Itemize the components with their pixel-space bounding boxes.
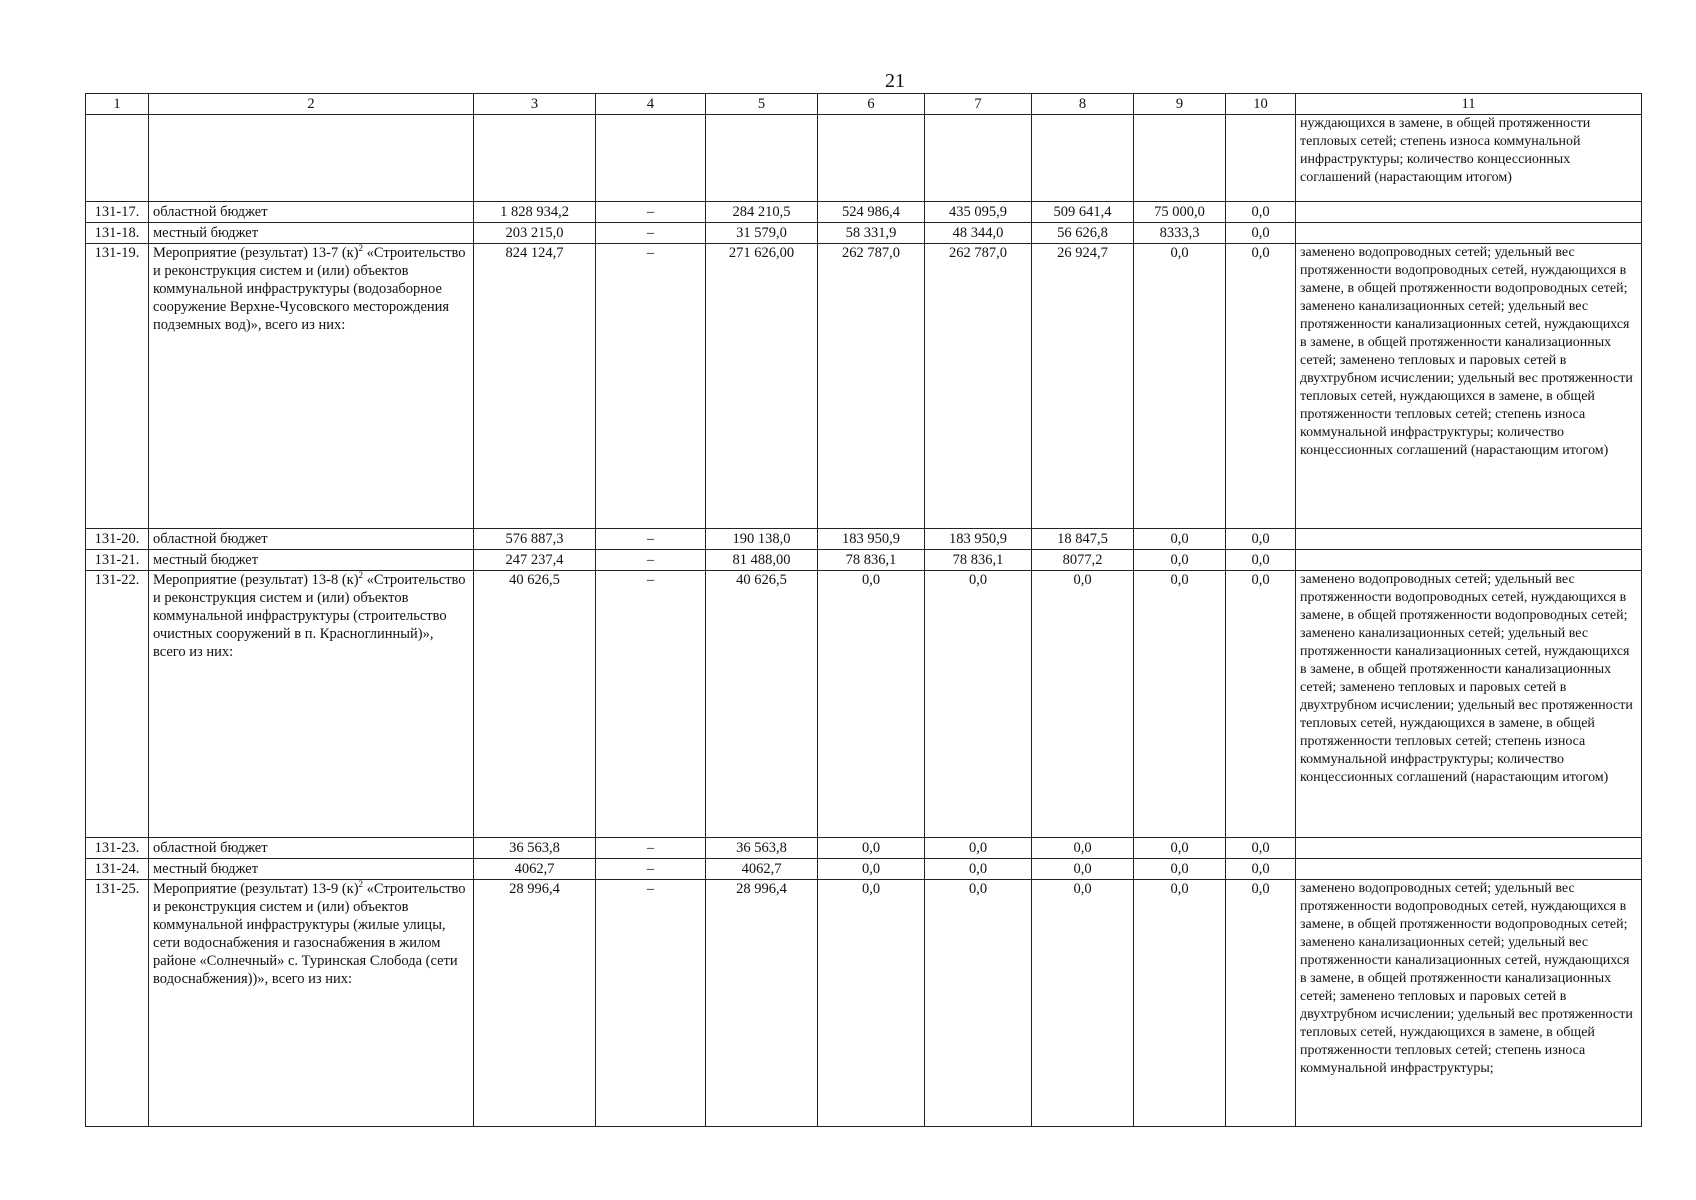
row-name bbox=[149, 571, 474, 838]
cell-value: 56 626,8 bbox=[1032, 223, 1134, 244]
table-row bbox=[86, 571, 1642, 838]
cell-value: 183 950,9 bbox=[925, 529, 1032, 550]
cell-value: 0,0 bbox=[818, 880, 925, 1127]
indicator-note bbox=[1296, 859, 1642, 880]
row-id: 131-23. bbox=[86, 838, 149, 859]
cell-value: 0,0 bbox=[1226, 550, 1296, 571]
cell-value: 0,0 bbox=[1134, 550, 1226, 571]
indicator-note bbox=[1296, 838, 1642, 859]
cell-value: 509 641,4 bbox=[1032, 202, 1134, 223]
cell-value: 8077,2 bbox=[1032, 550, 1134, 571]
cell-value: 0,0 bbox=[818, 859, 925, 880]
row-id: 131-25. bbox=[86, 880, 149, 1127]
cell-value: 203 215,0 bbox=[474, 223, 596, 244]
header-row bbox=[86, 94, 1642, 115]
activity-title: Мероприятие (результат) 13-9 (к) bbox=[153, 881, 359, 897]
cell-value: 0,0 bbox=[925, 571, 1032, 838]
cell-value: – bbox=[596, 244, 706, 529]
activity-description: «Строительство и реконструкция систем и (или) объектов коммунальной инфраструктуры (жилые улицы, сети водоснабжения и газоснабжения в жилом районе «Солнечный» с. Туринская Слобода (сети водоснабжения))», всего из них: bbox=[153, 881, 466, 987]
cell-value: 0,0 bbox=[818, 571, 925, 838]
cell-value: 31 579,0 bbox=[706, 223, 818, 244]
col-header: 3 bbox=[474, 94, 596, 115]
cell-value: 0,0 bbox=[1134, 859, 1226, 880]
indicator-note bbox=[1296, 550, 1642, 571]
col-header: 4 bbox=[596, 94, 706, 115]
cell-value: 26 924,7 bbox=[1032, 244, 1134, 529]
cell-value: 262 787,0 bbox=[925, 244, 1032, 529]
cell-value: 18 847,5 bbox=[1032, 529, 1134, 550]
table-row bbox=[86, 880, 1642, 1127]
cell-value: 824 124,7 bbox=[474, 244, 596, 529]
cell-value: – bbox=[596, 202, 706, 223]
table-row bbox=[86, 529, 1642, 550]
cell-value: 48 344,0 bbox=[925, 223, 1032, 244]
col-header: 1 bbox=[86, 94, 149, 115]
cell-value: 78 836,1 bbox=[925, 550, 1032, 571]
cell-value: 0,0 bbox=[1134, 571, 1226, 838]
cell-value: 247 237,4 bbox=[474, 550, 596, 571]
indicator-note bbox=[1296, 223, 1642, 244]
col-header: 5 bbox=[706, 94, 818, 115]
cell-value: 0,0 bbox=[1226, 529, 1296, 550]
cell-value: 524 986,4 bbox=[818, 202, 925, 223]
cell-value: 1 828 934,2 bbox=[474, 202, 596, 223]
cell-value: – bbox=[596, 571, 706, 838]
cell-value: 40 626,5 bbox=[474, 571, 596, 838]
row-id: 131-17. bbox=[86, 202, 149, 223]
footnote-mark: 2 bbox=[358, 243, 364, 254]
cell-value: 81 488,00 bbox=[706, 550, 818, 571]
row-name: областной бюджет bbox=[149, 202, 474, 223]
cell-value: 0,0 bbox=[1134, 880, 1226, 1127]
cell-value: 0,0 bbox=[925, 880, 1032, 1127]
col-header: 6 bbox=[818, 94, 925, 115]
cell-value: 0,0 bbox=[1226, 202, 1296, 223]
table-row bbox=[86, 550, 1642, 571]
row-name bbox=[149, 880, 474, 1127]
cell-value: 28 996,4 bbox=[474, 880, 596, 1127]
indicator-note bbox=[1296, 529, 1642, 550]
cell-value: 0,0 bbox=[1032, 859, 1134, 880]
row-id: 131-24. bbox=[86, 859, 149, 880]
row-name bbox=[149, 244, 474, 529]
cell-value: 576 887,3 bbox=[474, 529, 596, 550]
cell-value: 4062,7 bbox=[474, 859, 596, 880]
activity-title: Мероприятие (результат) 13-7 (к) bbox=[153, 245, 359, 261]
indicator-note: заменено водопроводных сетей; удельный вес протяженности водопроводных сетей, нуждающихся в замене, в общей протяженности водопроводных сетей; заменено канализационных сетей; удельный вес протяженности канализационных сетей, нуждающихся в замене, в общей протяженности канализационных сетей; заменено тепловых и паровых сетей в двухтрубном исчислении; удельный вес протяженности тепловых сетей, нуждающихся в замене, в общей протяженности тепловых сетей; степень износа коммунальной инфраструктуры; количество концессионных соглашений (нарастающим итогом) bbox=[1296, 244, 1642, 529]
cell-value: 0,0 bbox=[1226, 859, 1296, 880]
activity-description: «Строительство и реконструкция систем и (или) объектов коммунальной инфраструктуры (водозаборное сооружение Верхне-Чусовского месторождения подземных вод)», всего из них: bbox=[153, 245, 466, 333]
row-id: 131-21. bbox=[86, 550, 149, 571]
cell-value: 435 095,9 bbox=[925, 202, 1032, 223]
indicator-note: нуждающихся в замене, в общей протяженности тепловых сетей; степень износа коммунальной инфраструктуры; количество концессионных соглашений (нарастающим итогом) bbox=[1296, 115, 1642, 202]
footnote-mark: 2 bbox=[358, 570, 364, 581]
cell-value: 0,0 bbox=[1226, 223, 1296, 244]
cell-value: 58 331,9 bbox=[818, 223, 925, 244]
row-name: местный бюджет bbox=[149, 859, 474, 880]
cell-value: 262 787,0 bbox=[818, 244, 925, 529]
indicator-note bbox=[1296, 202, 1642, 223]
activity-title: Мероприятие (результат) 13-8 (к) bbox=[153, 572, 359, 588]
cell-value: 75 000,0 bbox=[1134, 202, 1226, 223]
cell-value: 0,0 bbox=[925, 838, 1032, 859]
activity-description: «Строительство и реконструкция систем и (или) объектов коммунальной инфраструктуры (строительство очистных сооружений в п. Красноглинный)», всего из них: bbox=[153, 572, 466, 660]
cell-value: 183 950,9 bbox=[818, 529, 925, 550]
row-id: 131-20. bbox=[86, 529, 149, 550]
col-header: 7 bbox=[925, 94, 1032, 115]
indicator-note: заменено водопроводных сетей; удельный вес протяженности водопроводных сетей, нуждающихся в замене, в общей протяженности водопроводных сетей; заменено канализационных сетей; удельный вес протяженности канализационных сетей, нуждающихся в замене, в общей протяженности канализационных сетей; заменено тепловых и паровых сетей в двухтрубном исчислении; удельный вес протяженности тепловых сетей, нуждающихся в замене, в общей протяженности тепловых сетей; степень износа коммунальной инфраструктуры; количество концессионных соглашений (нарастающим итогом) bbox=[1296, 571, 1642, 838]
cell-value: – bbox=[596, 223, 706, 244]
row-name: местный бюджет bbox=[149, 550, 474, 571]
table-row bbox=[86, 838, 1642, 859]
cell-value: 0,0 bbox=[1226, 244, 1296, 529]
page-number: 21 bbox=[885, 70, 905, 92]
table-row bbox=[86, 223, 1642, 244]
cell-value: 28 996,4 bbox=[706, 880, 818, 1127]
cell-value: – bbox=[596, 859, 706, 880]
row-name: местный бюджет bbox=[149, 223, 474, 244]
cell-value: 8333,3 bbox=[1134, 223, 1226, 244]
cell-value: 40 626,5 bbox=[706, 571, 818, 838]
col-header: 9 bbox=[1134, 94, 1226, 115]
cell-value: 36 563,8 bbox=[706, 838, 818, 859]
indicator-note: заменено водопроводных сетей; удельный вес протяженности водопроводных сетей, нуждающихся в замене, в общей протяженности водопроводных сетей; заменено канализационных сетей; удельный вес протяженности канализационных сетей, нуждающихся в замене, в общей протяженности канализационных сетей; заменено тепловых и паровых сетей в двухтрубном исчислении; удельный вес протяженности тепловых сетей, нуждающихся в замене, в общей протяженности тепловых сетей; степень износа коммунальной инфраструктуры; bbox=[1296, 880, 1642, 1127]
row-name: областной бюджет bbox=[149, 529, 474, 550]
cell-value: 0,0 bbox=[1032, 838, 1134, 859]
cell-value: 0,0 bbox=[1134, 529, 1226, 550]
cell-value: 36 563,8 bbox=[474, 838, 596, 859]
row-id: 131-18. bbox=[86, 223, 149, 244]
cell-value: – bbox=[596, 550, 706, 571]
col-header: 11 bbox=[1296, 94, 1642, 115]
cell-value: – bbox=[596, 838, 706, 859]
table-row bbox=[86, 859, 1642, 880]
cell-value: 190 138,0 bbox=[706, 529, 818, 550]
cell-value: 0,0 bbox=[1134, 244, 1226, 529]
cell-value: – bbox=[596, 529, 706, 550]
cell-value: 0,0 bbox=[1226, 880, 1296, 1127]
budget-table bbox=[85, 93, 1642, 1127]
cell-value: 78 836,1 bbox=[818, 550, 925, 571]
table-row bbox=[86, 244, 1642, 529]
row-name: областной бюджет bbox=[149, 838, 474, 859]
footnote-mark: 2 bbox=[358, 879, 364, 890]
col-header: 2 bbox=[149, 94, 474, 115]
cell-value: 0,0 bbox=[925, 859, 1032, 880]
cell-value: 0,0 bbox=[1032, 880, 1134, 1127]
col-header: 10 bbox=[1226, 94, 1296, 115]
cell-value: 4062,7 bbox=[706, 859, 818, 880]
cell-value: 0,0 bbox=[1226, 838, 1296, 859]
cell-value: 284 210,5 bbox=[706, 202, 818, 223]
row-id: 131-22. bbox=[86, 571, 149, 838]
cell-value: 0,0 bbox=[1032, 571, 1134, 838]
cell-value: 0,0 bbox=[1226, 571, 1296, 838]
continuation-row bbox=[86, 115, 1642, 202]
cell-value: 0,0 bbox=[818, 838, 925, 859]
row-id: 131-19. bbox=[86, 244, 149, 529]
cell-value: 271 626,00 bbox=[706, 244, 818, 529]
cell-value: – bbox=[596, 880, 706, 1127]
table-row bbox=[86, 202, 1642, 223]
col-header: 8 bbox=[1032, 94, 1134, 115]
cell-value: 0,0 bbox=[1134, 838, 1226, 859]
